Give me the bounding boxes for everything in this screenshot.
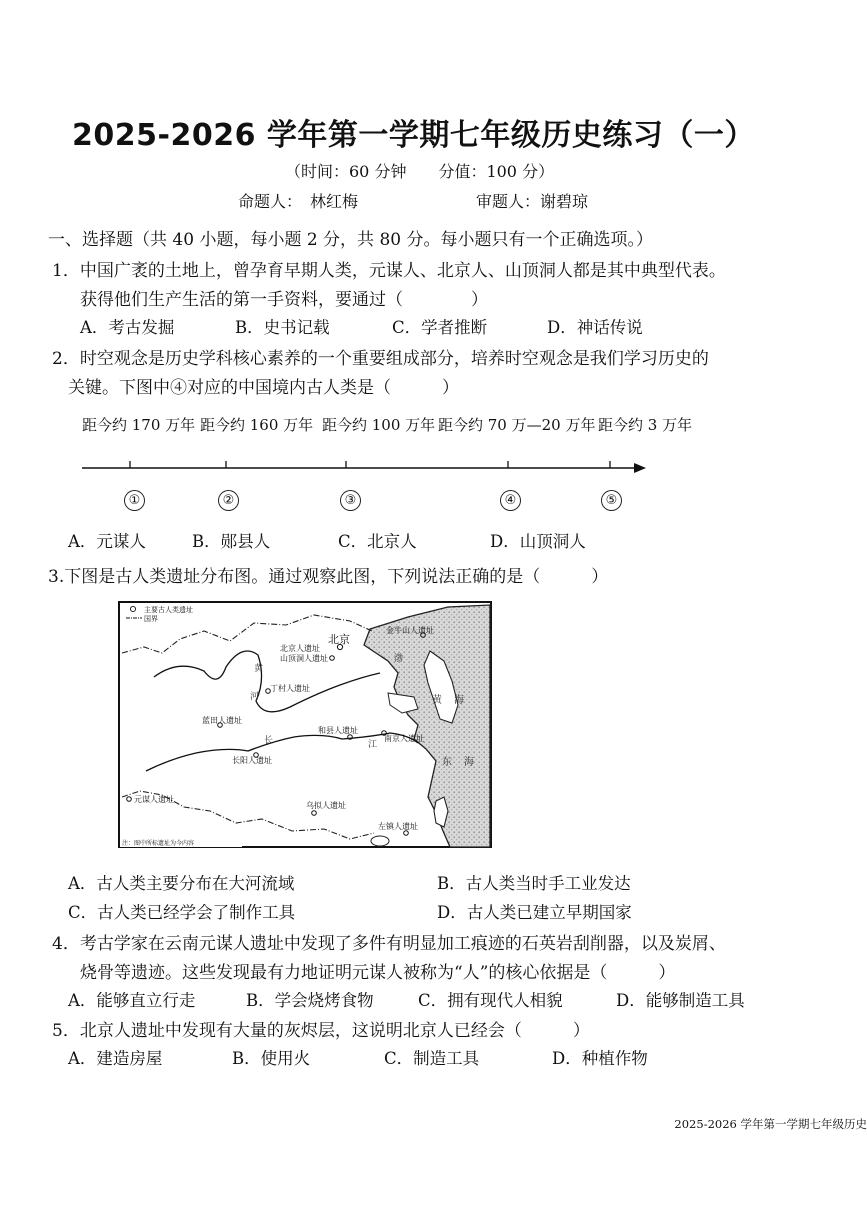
question-3-option: C．古人类已经学会了制作工具 — [68, 903, 296, 922]
question-4-text: 4．考古学家在云南元谋人遗址中发现了多件有明显加工痕迹的石英岩刮削器，以及炭屑、 — [52, 934, 726, 954]
timeline-label: 距今约 170 万年 — [82, 416, 196, 434]
map-label: 山顶洞人遗址 — [280, 654, 328, 663]
reviewer: 审题人：谢碧琼 — [476, 192, 589, 211]
question-1-text: 获得他们生产生活的第一手资料，要通过（ ） — [80, 290, 488, 310]
map-note: 注：图中所标遗址为今内容 — [122, 840, 195, 847]
question-2-text: 2．时空观念是历史学科核心素养的一个重要组成部分，培养时空观念是我们学习历史的 — [52, 349, 709, 369]
question-5-option: A．建造房屋 — [68, 1049, 163, 1068]
site-distribution-map — [118, 601, 492, 848]
question-1-option: D．神话传说 — [547, 318, 643, 337]
timeline-axis — [80, 455, 650, 477]
timeline-label: 距今约 100 万年 — [322, 416, 436, 434]
question-2-option: B．郧县人 — [192, 532, 271, 551]
question-5-text: 5．北京人遗址中发现有大量的灰烬层，这说明北京人已经会（ ） — [52, 1021, 590, 1041]
timeline-mark-label: ② — [222, 493, 235, 508]
author: 命题人： 林红梅 — [238, 192, 359, 211]
map-label: 金牛山人遗址 — [386, 626, 434, 635]
map-water-label: 河 — [250, 692, 260, 702]
timeline-mark-label: ① — [128, 493, 141, 508]
question-1-option: B．史书记载 — [235, 318, 330, 337]
map-legend-text: 国界 — [144, 615, 158, 623]
question-5-option: B．使用火 — [232, 1049, 311, 1068]
question-4-option: C．拥有现代人相貌 — [418, 991, 563, 1010]
map-water-label: 黄 — [432, 695, 442, 706]
map-label: 蓝田人遗址 — [202, 716, 242, 725]
map-water-label: 海 — [464, 757, 474, 768]
question-1-option: A．考古发掘 — [80, 318, 175, 337]
map-label: 乌拟人遗址 — [306, 801, 346, 810]
exam-meta: （时间：60 分钟 分值：100 分） — [285, 162, 555, 181]
question-2-text: 关键。下图中④对应的中国境内古人类是（ ） — [68, 378, 459, 398]
question-2-option: A．元谋人 — [68, 532, 146, 551]
timeline-mark — [601, 490, 622, 511]
question-1-text: 1．中国广袤的土地上，曾孕育早期人类，元谋人、北京人、山顶洞人都是其中典型代表。 — [52, 261, 726, 281]
timeline-mark-label: ④ — [504, 493, 517, 508]
section-heading: 一、选择题（共 40 小题，每小题 2 分，共 80 分。每小题只有一个正确选项。） — [48, 230, 654, 250]
question-2-option: D．山顶洞人 — [490, 532, 586, 551]
page-footer: 2025-2026 学年第一学期七年级历史 — [674, 1117, 867, 1131]
map-label: 丁村人遗址 — [270, 684, 310, 693]
question-3-option: A．古人类主要分布在大河流域 — [68, 874, 295, 893]
timeline-mark — [500, 490, 521, 511]
map-legend-text: 主要古人类遗址 — [144, 606, 193, 614]
map-water-label: 长 — [264, 736, 274, 746]
question-4-option: D．能够制造工具 — [616, 991, 745, 1010]
question-3-text: 3.下图是古人类遗址分布图。通过观察此图，下列说法正确的是（ ） — [48, 567, 609, 587]
timeline-mark — [218, 490, 239, 511]
timeline-label: 距今约 160 万年 — [200, 416, 314, 434]
map-label: 左镇人遗址 — [378, 822, 418, 831]
timeline-mark — [124, 490, 145, 511]
map-label: 元谋人遗址 — [134, 795, 174, 804]
map-water-label: 黄 — [254, 664, 264, 674]
question-5-option: C．制造工具 — [384, 1049, 480, 1068]
timeline-label: 距今约 70 万—20 万年 — [438, 416, 596, 434]
question-4-option: B．学会烧烤食物 — [246, 991, 374, 1010]
question-4-option: A．能够直立行走 — [68, 991, 196, 1010]
question-5-option: D．种植作物 — [552, 1049, 648, 1068]
map-label: 长阳人遗址 — [232, 756, 272, 765]
timeline-mark — [340, 490, 361, 511]
map-water-label: 东 — [442, 757, 452, 768]
question-3-option: B．古人类当时手工业发达 — [437, 874, 631, 893]
timeline-label: 距今约 3 万年 — [598, 416, 693, 434]
map-label: 南京人遗址 — [384, 734, 424, 743]
map-label: 北京人遗址 — [280, 644, 320, 653]
timeline-mark-label: ⑤ — [605, 493, 618, 508]
question-4-text: 烧骨等遗迹。这些发现最有力地证明元谋人被称为“人”的核心依据是（ ） — [80, 963, 676, 983]
question-2-option: C．北京人 — [338, 532, 417, 551]
map-water-label: 江 — [368, 740, 378, 750]
page-title: 2025-2026 学年第一学期七年级历史练习（一） — [72, 118, 755, 153]
question-3-option: D．古人类已建立早期国家 — [437, 903, 632, 922]
question-1-option: C．学者推断 — [392, 318, 488, 337]
map-water-label: 海 — [454, 695, 464, 706]
map-label: 北京 — [328, 633, 350, 646]
timeline-mark-label: ③ — [344, 493, 357, 508]
map-water-label: 渤 — [394, 654, 404, 664]
map-label: 和县人遗址 — [318, 726, 358, 735]
